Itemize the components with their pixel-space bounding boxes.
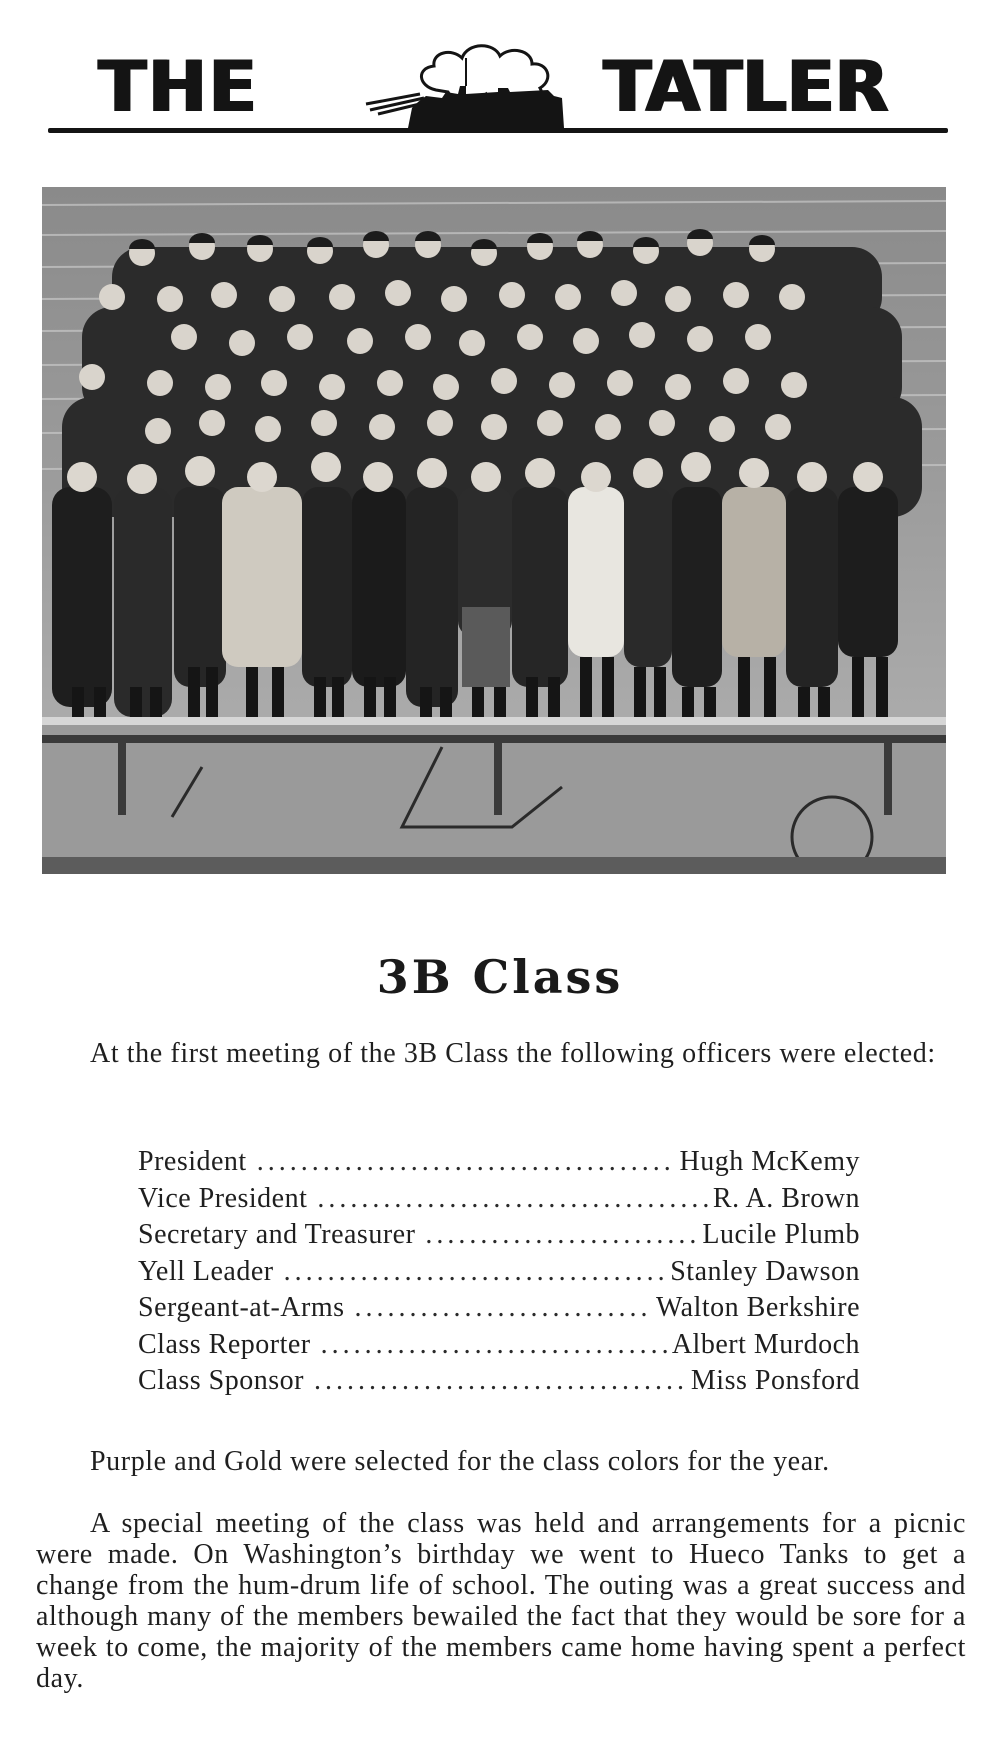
officers-list — [138, 1146, 860, 1402]
officer-row — [138, 1365, 860, 1402]
dot-leader — [314, 1365, 687, 1397]
officer-role: Class Reporter — [138, 1328, 311, 1360]
class-group-photo — [42, 187, 946, 874]
officer-name: Stanley Dawson — [670, 1255, 860, 1287]
class-group-photo-art — [42, 187, 946, 874]
officer-row — [138, 1329, 860, 1366]
officer-role: Vice President — [138, 1182, 308, 1214]
officer-role: Class Sponsor — [138, 1365, 304, 1396]
officer-name: R. A. Brown — [712, 1182, 860, 1214]
masthead-rule — [48, 128, 948, 133]
officer-row — [138, 1146, 860, 1183]
dot-leader — [317, 1183, 709, 1215]
intro-paragraph: At the first meeting of the 3B Class the following officers were elected: — [90, 1038, 936, 1069]
officer-name: Walton Berkshire — [655, 1292, 860, 1323]
masthead-right-word: TATLER — [603, 46, 889, 128]
dot-leader — [425, 1219, 698, 1251]
officer-name: Hugh McKemy — [679, 1146, 860, 1177]
officer-row — [138, 1219, 860, 1256]
officer-row — [138, 1183, 860, 1220]
officer-name: Lucile Plumb — [702, 1219, 860, 1250]
masthead — [48, 28, 948, 140]
masthead-left-word: THE — [98, 46, 259, 128]
officer-row — [138, 1256, 860, 1293]
officer-role: Sergeant-at-Arms — [138, 1292, 345, 1323]
dot-leader — [257, 1146, 676, 1178]
dot-leader — [355, 1292, 652, 1324]
class-colors-paragraph: Purple and Gold were selected for the class colors for the year. — [90, 1446, 830, 1477]
castle-cloud-emblem-icon — [348, 28, 638, 138]
dot-leader — [284, 1256, 667, 1288]
officer-role: Secretary and Treasurer — [138, 1219, 416, 1250]
officer-name: Miss Ponsford — [690, 1365, 860, 1396]
officer-row — [138, 1292, 860, 1329]
section-title: 3B Class — [376, 950, 624, 1004]
officer-role: President — [138, 1146, 247, 1177]
officer-name: Albert Murdoch — [671, 1328, 860, 1360]
dot-leader — [321, 1329, 668, 1361]
picnic-paragraph: A special meeting of the class was held and arrangements for a picnic were made. On Washington’s birthday we went to Hueco Tanks to get a change from the hum-drum life of school. The outing was a great success and although many of the members bewailed the fact that they would be sore for a week to come, the majority of the members came home having spent a perfect day. — [36, 1508, 966, 1694]
officer-role: Yell Leader — [138, 1255, 274, 1287]
